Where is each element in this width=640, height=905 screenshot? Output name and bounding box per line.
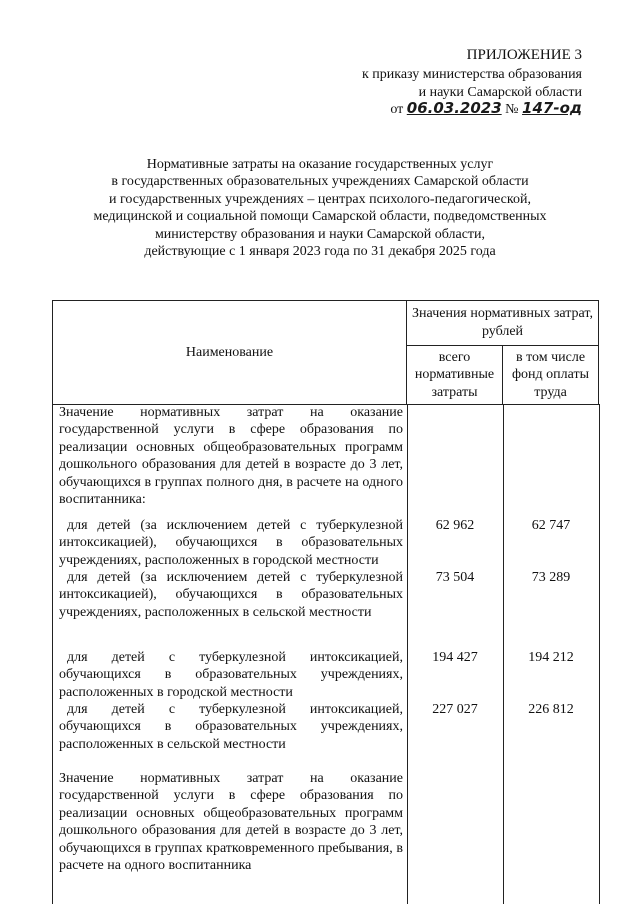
table-row-wage: 194 212 [528, 650, 574, 665]
from-label: от [390, 102, 404, 117]
table-row-name: для детей с туберкулезной интоксикацией, обучающихся в образовательных учреждениях, расположенных в сельской местности [59, 702, 403, 752]
title-line: и государственных учреждениях – центрах психолого-педагогической, [109, 191, 531, 207]
ministry-name: и науки Самарской области [418, 85, 582, 100]
handwritten-number: 147-од [522, 99, 582, 117]
appendix-label: ПРИЛОЖЕНИЕ 3 [466, 47, 582, 63]
title-line: Нормативные затраты на оказание государственных услуг [146, 157, 494, 172]
section-heading: Значение нормативных затрат на оказание государственной услуги в сфере образования по реализации основных общеобразовательных программ дошкольного образования для детей в возрасте до 3 лет, обучающихся в группах полного дня, в расчете на одного воспитанника: [59, 405, 403, 508]
column-header-values: Значения нормативных затрат, рублей [407, 301, 599, 346]
title-line: министерству образования и науки Самарской области, [154, 226, 486, 242]
handwritten-date: 06.03.2023 [406, 99, 502, 117]
title-line: в государственных образовательных учреждениях Самарской области [111, 174, 529, 190]
table-row-total: 194 427 [432, 650, 478, 665]
table-row-name: для детей (за исключением детей с туберкулезной интоксикацией), обучающихся в образовательных учреждениях, расположенных в городской местности [59, 518, 403, 568]
order-reference: к приказу министерства образования [361, 67, 582, 82]
table-row-name: для детей с туберкулезной интоксикацией, обучающихся в образовательных учреждениях, расположенных в городской местности [59, 650, 403, 700]
title-line: медицинской и социальной помощи Самарской области, подведомственных [93, 209, 547, 225]
cost-table-header [52, 300, 599, 405]
order-date-number [390, 100, 582, 118]
table-row-wage: 73 289 [531, 570, 571, 585]
document-title [60, 156, 580, 260]
section-heading: Значение нормативных затрат на оказание государственной услуги в сфере образования по реализации основных общеобразовательных программ дошкольного образования для детей в возрасте до 3 лет, обучающихся в группах кратковременного пребывания, в расчете на одного воспитанника [59, 771, 403, 874]
number-label: № [505, 102, 519, 117]
table-body [52, 404, 600, 904]
column-header-total: всего нормативные затраты [407, 346, 503, 405]
table-row-wage: 62 747 [531, 518, 571, 533]
column-header-wage: в том числе фонд оплаты труда [503, 346, 599, 405]
table-row-name: для детей (за исключением детей с туберкулезной интоксикацией), обучающихся в образовательных учреждениях, расположенных в сельской местности [59, 570, 403, 620]
table-row-total: 73 504 [435, 570, 475, 585]
column-header-name: Наименование [53, 301, 407, 405]
table-row-total: 62 962 [435, 518, 475, 533]
table-row-total: 227 027 [432, 702, 478, 717]
table-row-wage: 226 812 [528, 702, 574, 717]
title-line: действующие с 1 января 2023 года по 31 декабря 2025 года [144, 244, 496, 260]
